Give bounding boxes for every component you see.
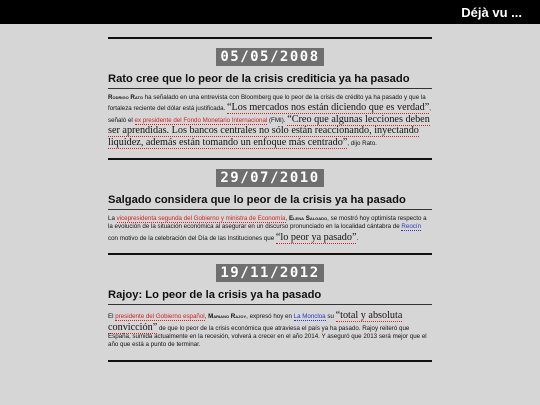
entry-date: 05/05/2008 [216,48,323,66]
entry-headline: Rato cree que lo peor de la crisis crediticia ya ha pasado [108,73,410,85]
role-link[interactable]: presidente del Gobierno español [115,313,205,321]
entry-2010 [108,158,432,243]
entry-date: 29/07/2010 [216,169,323,187]
entry-body: Rodrigo Rato ha señalado en una entrevista con Bloomberg que lo peor de la crisis de crédito ya ha pasado y que la fortaleza reciente del dólar está justificada. “Los mercados nos están diciendo que es verdad”, señaló el ex presidente del Fondo Monetario Internacional (FMI). “Creo que algunas lecciones deben ser aprendidas. Los bancos centrales no sólo están reaccionando, inyectando liquidez, además están tomando un enfoque más centrado”, dijo Rato. [108,94,432,148]
place-link[interactable]: La Moncloa [293,313,326,321]
top-bar [0,0,540,24]
content-column [108,24,432,362]
quote: “total y absoluta convicción” [108,310,403,333]
role-link[interactable]: ex presidente del Fondo Monetario Internacional [134,116,268,124]
entry-headline: Salgado considera que lo peor de la crisis ya ha pasado [108,194,406,207]
person-name: Elena Salgado [288,215,328,223]
headline-underline [108,88,432,89]
person-name: Mariano Rajoy [208,313,247,321]
entry-headline: Rajoy: Lo peor de la crisis ya ha pasado [108,289,322,302]
entry-2012 [108,253,432,362]
headline-underline [108,209,432,210]
headline-underline [108,304,432,305]
entry-body: El presidente del Gobierno español, Mariano Rajoy, expresó hoy en La Moncloa su “total y absoluta convicción” de que lo peor de la crisis económica que atraviesa el país ya ha pasado. Rajoy reiteró que España, sumida actualmente en la recesión, volverá a crecer en el año 2014. Y aseguró que 2013 será mejor que el año que está a punto de terminar. [108,310,427,349]
quote: “Los mercados nos están diciendo que es verdad” [227,102,430,114]
entry-date: 19/11/2012 [216,264,323,282]
quote: “lo peor ya pasado” [275,231,357,243]
quote: “Creo que algunas lecciones deben ser aprendidas. Los bancos centrales no sólo están reaccionando, inyectando liquidez, además están tomando un enfoque más centrado” [108,113,430,148]
person-name: Rodrigo Rato [108,94,143,101]
entry-2008 [108,37,432,148]
site-title[interactable]: Déjà vu ... [461,4,522,20]
role-link[interactable]: vicepresidenta segunda del Gobierno y ministra de Economía [116,215,286,223]
entry-body: La vicepresidenta segunda del Gobierno y ministra de Economía, Elena Salgado, se mostró hoy optimista respecto a la evolución de la situación económica al asegurar en un discurso pronunciado en la localidad cántabra de Reocín con motivo de la celebración del Día de las Instituciones que “lo peor ya pasado”. [108,215,427,243]
divider [108,360,432,362]
place-link[interactable]: Reocín [401,223,422,231]
